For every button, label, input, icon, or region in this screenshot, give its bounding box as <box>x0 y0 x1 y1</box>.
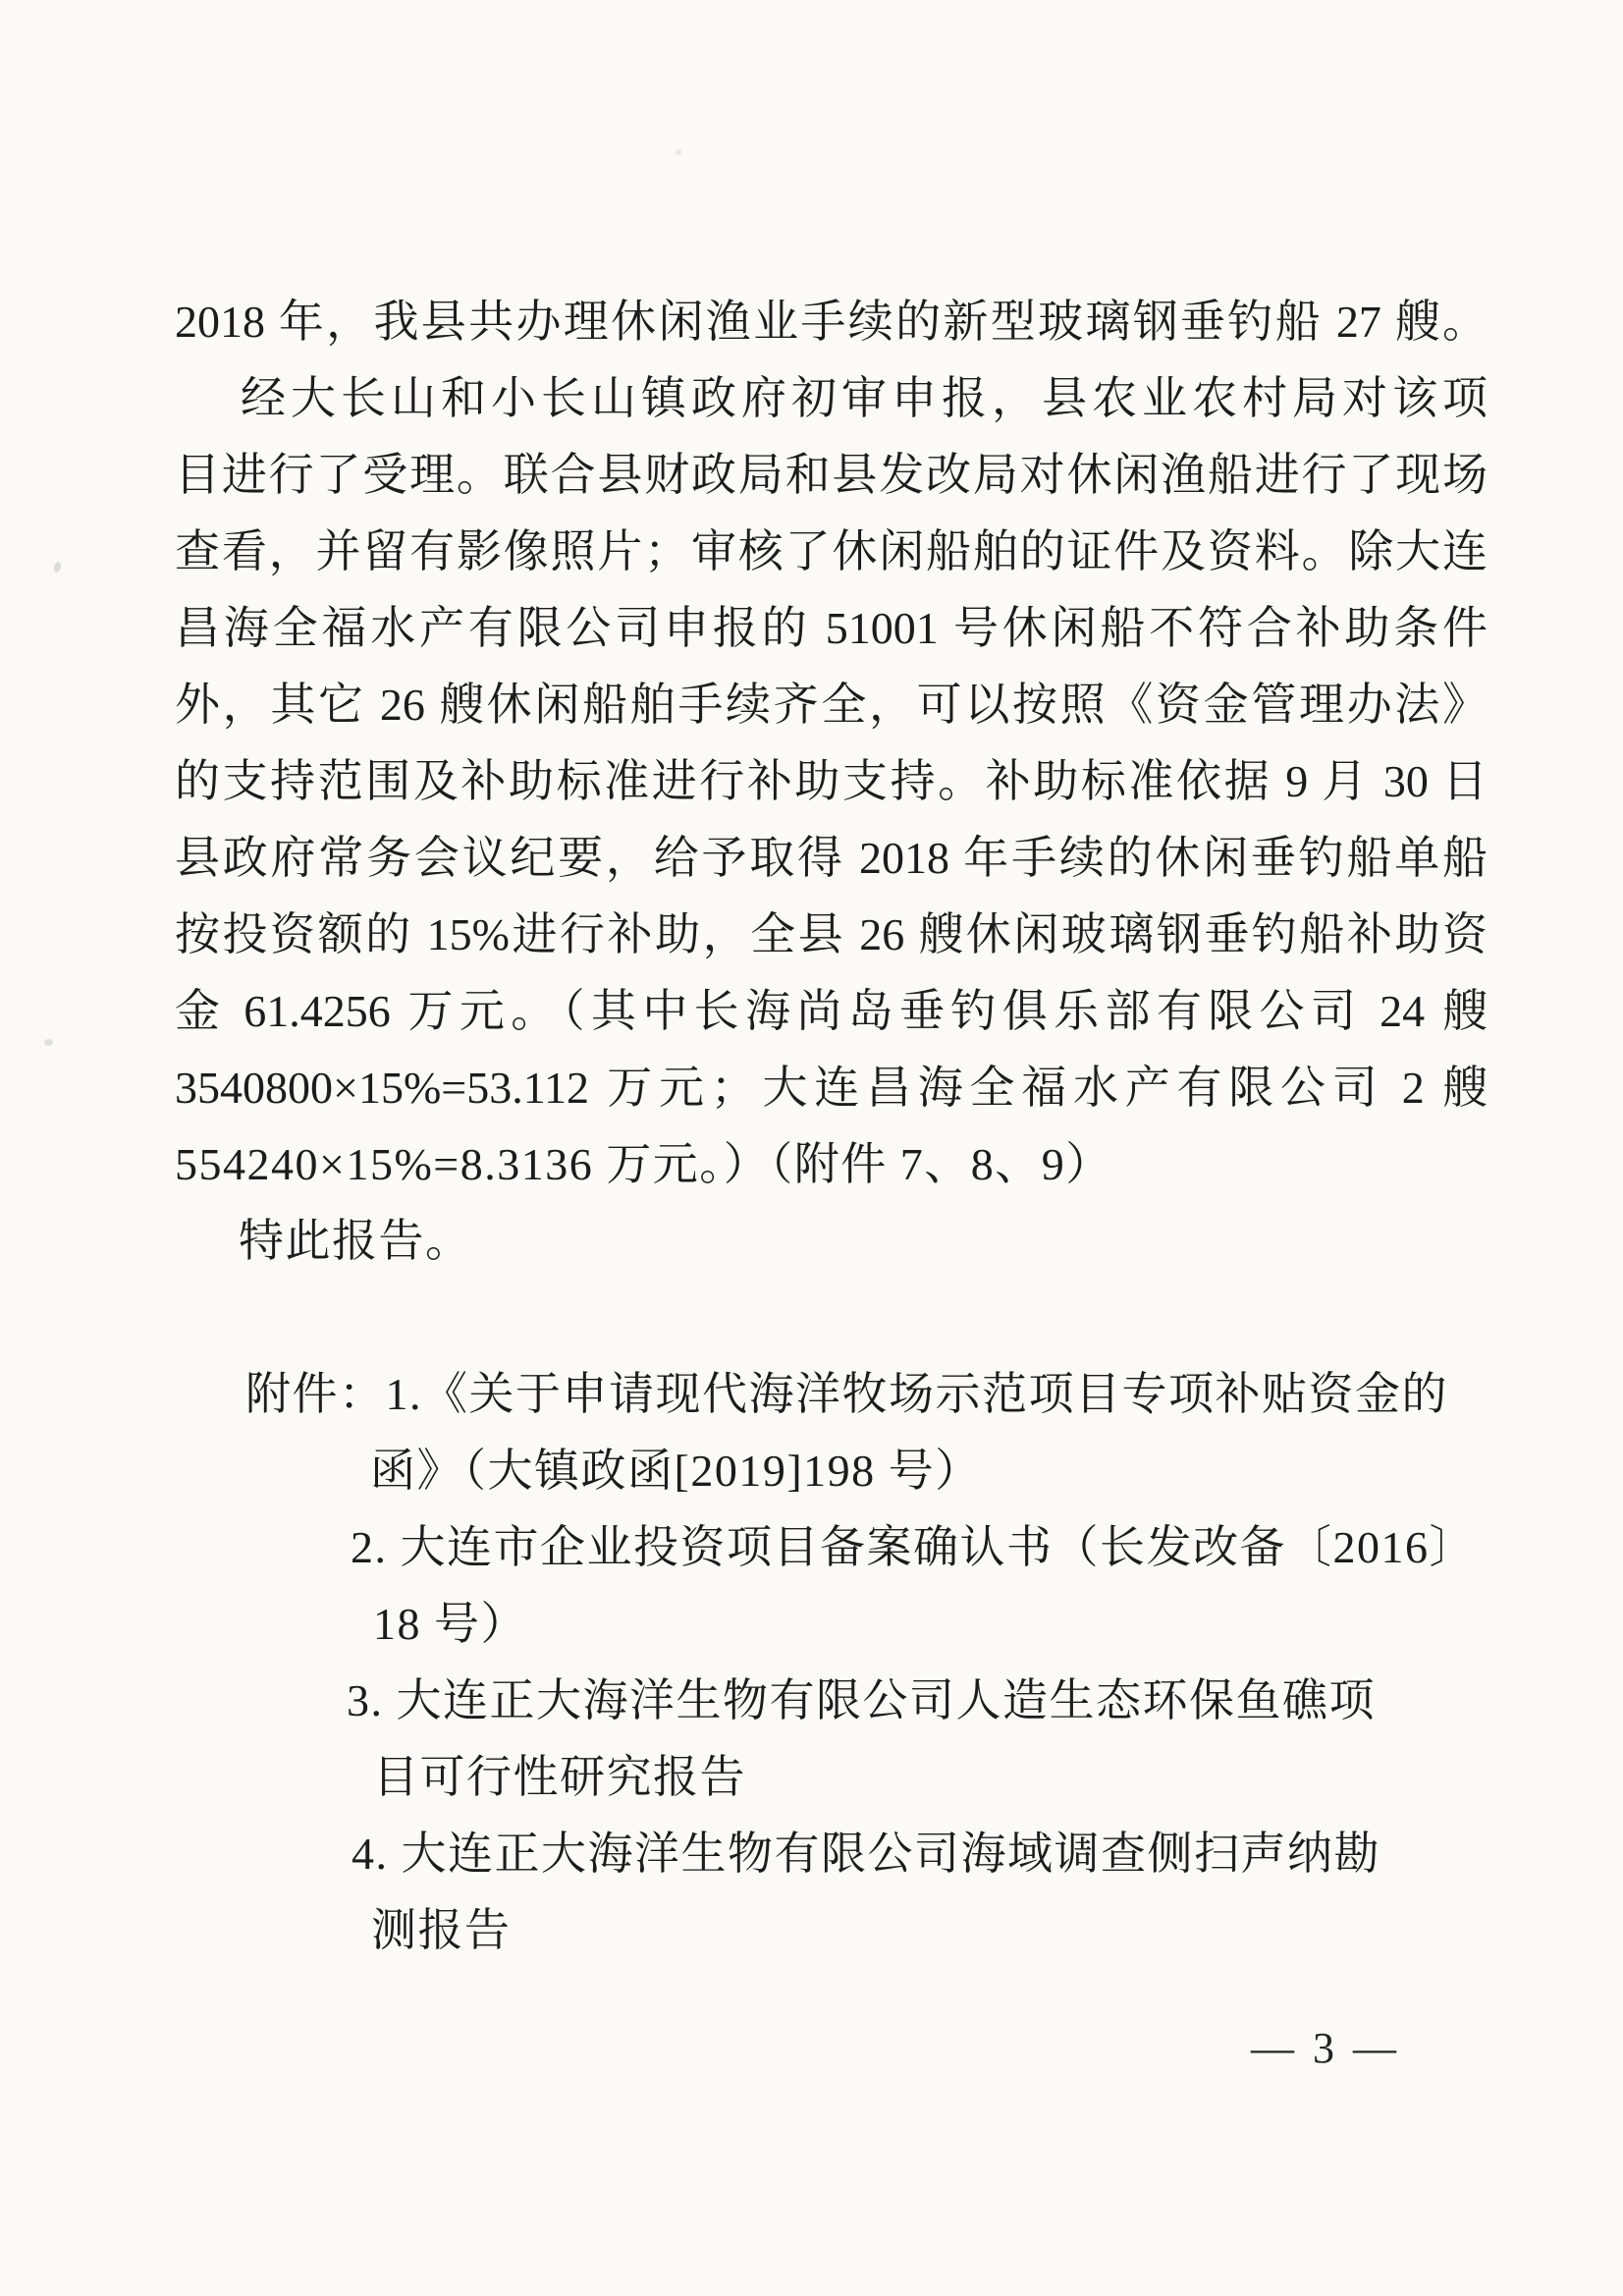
attachment-item-1-text: 1.《关于申请现代海洋牧场示范项目专项补贴资金的 <box>385 1369 1448 1419</box>
attachment-line: 测报告 <box>371 1905 512 1955</box>
closing-statement: 特此报告。 <box>239 1216 472 1266</box>
body-text-line: 按投资额的 15%进行补助，全县 26 艘休闲玻璃钢垂钓船补助资 <box>175 909 1488 959</box>
blank-line <box>175 1280 1488 1356</box>
attachment-line: 18 号） <box>373 1599 527 1649</box>
attachment-line: 4. 大连正大海洋生物有限公司海域调查侧扫声纳勘 <box>352 1829 1380 1879</box>
attachment-line: 3. 大连正大海洋生物有限公司人造生态环保鱼礁项 <box>347 1675 1376 1725</box>
attachment-line: 目可行性研究报告 <box>373 1752 746 1802</box>
page-number: — 3 — <box>1251 2024 1400 2072</box>
body-text-line: 金 61.4256 万元。（其中长海尚岛垂钓俱乐部有限公司 24 艘 <box>175 986 1488 1036</box>
body-text-line: 554240×15%=8.3136 万元。）（附件 7、8、9） <box>175 1139 1112 1189</box>
scan-artifact <box>52 561 62 574</box>
attachment-line: 函》（大镇政函[2019]198 号） <box>370 1446 982 1496</box>
body-text-line: 昌海全福水产有限公司申报的 51001 号休闲船不符合补助条件 <box>175 603 1488 653</box>
body-text-line: 2018 年，我县共办理休闲渔业手续的新型玻璃钢垂钓船 27 艘。 <box>175 297 1488 347</box>
body-text-line: 查看，并留有影像照片；审核了休闲船舶的证件及资料。除大连 <box>175 526 1488 576</box>
scan-artifact <box>676 149 681 155</box>
attachment-line: 2. 大连市企业投资项目备案确认书（长发改备〔2016〕 <box>351 1522 1476 1572</box>
body-text-line: 县政府常务会议纪要，给予取得 2018 年手续的休闲垂钓船单船 <box>175 833 1488 883</box>
body-text-line: 目进行了受理。联合县财政局和县发改局对休闲渔船进行了现场 <box>175 450 1488 500</box>
body-text-line: 经大长山和小长山镇政府初审申报，县农业农村局对该项 <box>241 373 1488 423</box>
body-text-line: 外，其它 26 艘休闲船舶手续齐全，可以按照《资金管理办法》 <box>175 680 1488 730</box>
body-text-line: 的支持范围及补助标准进行补助支持。补助标准依据 9 月 30 日 <box>175 756 1488 806</box>
scan-artifact <box>44 1039 53 1046</box>
document-body <box>175 284 1488 1969</box>
body-text-line: 3540800×15%=53.112 万元；大连昌海全福水产有限公司 2 艘 <box>175 1063 1488 1113</box>
attachments-label: 附件： <box>245 1369 386 1419</box>
attachment-line <box>245 1356 1488 1433</box>
